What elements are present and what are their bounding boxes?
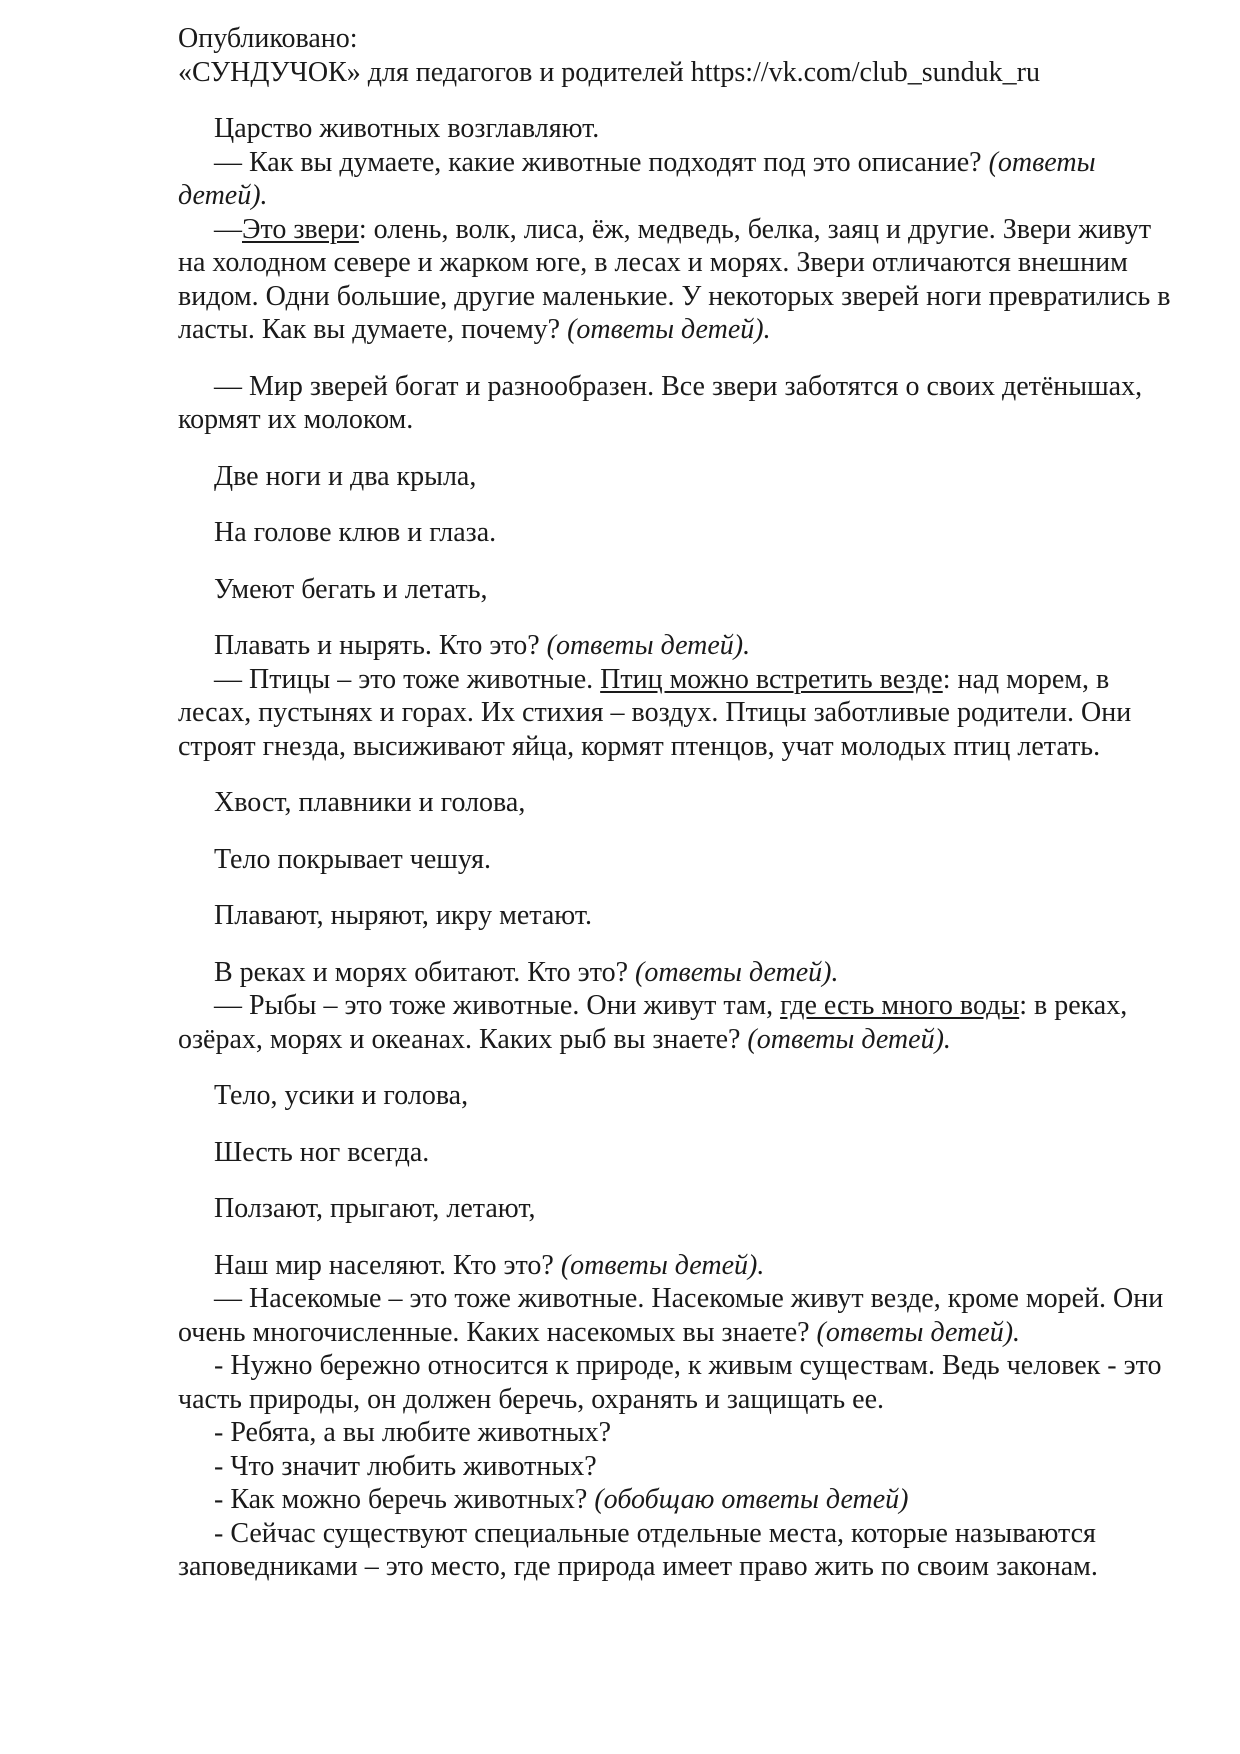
paragraph-text: Царство животных возглавляют. [214, 113, 600, 144]
paragraph-text: : над морем, в лесах, пустынях и горах. Их стихия – воздух. Птицы заботливые родители. Они строят гнезда, высиживают яйца, кормят птенцов, учат молодых птиц летать. [178, 663, 1132, 762]
paragraph-text: - Сейчас существуют специальные отдельные места, которые называются заповедниками – это место, где природа имеет право жить по своим законам. [178, 1517, 1098, 1582]
riddle-insects-line-3: Ползают, прыгают, летают, [214, 1193, 536, 1224]
riddle-insects-line-1: Тело, усики и голова, [214, 1080, 469, 1111]
paragraph-text: — Птицы – это тоже животные. [214, 663, 601, 695]
paragraph-text: — Как вы думаете, какие животные подходят под это описание? [214, 146, 982, 178]
riddle-text: Наш мир населяют. Кто это? [214, 1249, 554, 1281]
paragraph-insects [178, 1282, 1178, 1349]
underlined-phrase: Это звери [242, 213, 359, 245]
paragraph-nature-care [178, 1349, 1178, 1416]
riddle-text: В реках и морях обитают. Кто это? [214, 956, 628, 988]
riddle-text: Плавать и нырять. Кто это? [214, 630, 540, 661]
riddle-insects-line-4 [178, 1249, 1178, 1283]
question-what-means-love: - Что значит любить животных? [214, 1450, 597, 1482]
paragraph-text: - Нужно бережно относится к природе, к живым существам. Ведь человек - это часть природы, он должен беречь, охранять и защищать ее. [178, 1350, 1162, 1415]
published-label: Опубликовано: [178, 23, 358, 54]
riddle-fish-line-4 [178, 956, 1178, 990]
paragraph-reserves [178, 1517, 1178, 1584]
children-answers-note: (ответы детей). [635, 956, 839, 988]
paragraph-text: — Рыбы – это тоже животные. Они живут там, [214, 990, 781, 1021]
underlined-phrase: Птиц можно встретить везде [600, 663, 943, 695]
riddle-insects-line-2: Шесть ног всегда. [214, 1136, 430, 1168]
children-answers-note: (ответы детей). [816, 1316, 1021, 1348]
paragraph-beasts [178, 213, 1178, 347]
paragraph-text: — Мир зверей богат и разнообразен. Все звери заботятся о своих детёнышах, кормят их молоком. [178, 370, 1143, 435]
children-answers-note: (ответы детей). [178, 146, 1096, 211]
paragraph-text: : в реках, озёрах, морях и океанах. Каких рыб вы знаете? [178, 990, 1128, 1055]
document-page [178, 22, 1178, 1584]
paragraph-beasts-world [178, 370, 1178, 437]
children-answers-note: (ответы детей). [560, 1249, 765, 1281]
paragraph-kingdom [178, 112, 1178, 146]
underlined-phrase: где есть много воды [780, 990, 1020, 1021]
dash: — [214, 213, 242, 245]
riddle-birds-line-1: Две ноги и два крыла, [214, 460, 477, 492]
children-answers-note: (ответы детей). [546, 630, 751, 661]
riddle-birds-line-2: На голове клюв и глаза. [214, 517, 497, 548]
paragraph-text: — Насекомые – это тоже животные. Насекомые живут везде, кроме морей. Они очень многочисленные. Каких насекомых вы знаете? [178, 1283, 1164, 1348]
riddle-fish-line-2: Тело покрывает чешуя. [214, 843, 492, 875]
source-line: «СУНДУЧОК» для педагогов и родителей https://vk.com/club_sunduk_ru [178, 56, 1040, 88]
riddle-fish-line-3: Плавают, ныряют, икру метают. [214, 900, 592, 931]
summary-note: (обобщаю ответы детей) [594, 1484, 909, 1515]
question-love-animals: - Ребята, а вы любите животных? [214, 1417, 612, 1448]
children-answers-note: (ответы детей). [747, 1023, 951, 1055]
paragraph-question [178, 146, 1178, 213]
riddle-fish-line-1: Хвост, плавники и голова, [214, 787, 526, 818]
riddle-birds-line-4 [178, 629, 1178, 663]
riddle-birds-line-3: Умеют бегать и летать, [214, 573, 488, 605]
paragraph-fish [178, 989, 1178, 1056]
question-how-protect [178, 1483, 1178, 1517]
paragraph-text: - Как можно беречь животных? [214, 1484, 588, 1515]
paragraph-text: : олень, волк, лиса, ёж, медведь, белка, заяц и другие. Звери живут на холодном севере и жарком юге, в лесах и морях. Звери отличаются внешним видом. Одни большие, другие маленькие. У некоторых зверей ноги превратились в ласты. Как вы думаете, почему? [178, 213, 1171, 345]
children-answers-note: (ответы детей). [567, 314, 771, 345]
paragraph-birds [178, 663, 1178, 764]
